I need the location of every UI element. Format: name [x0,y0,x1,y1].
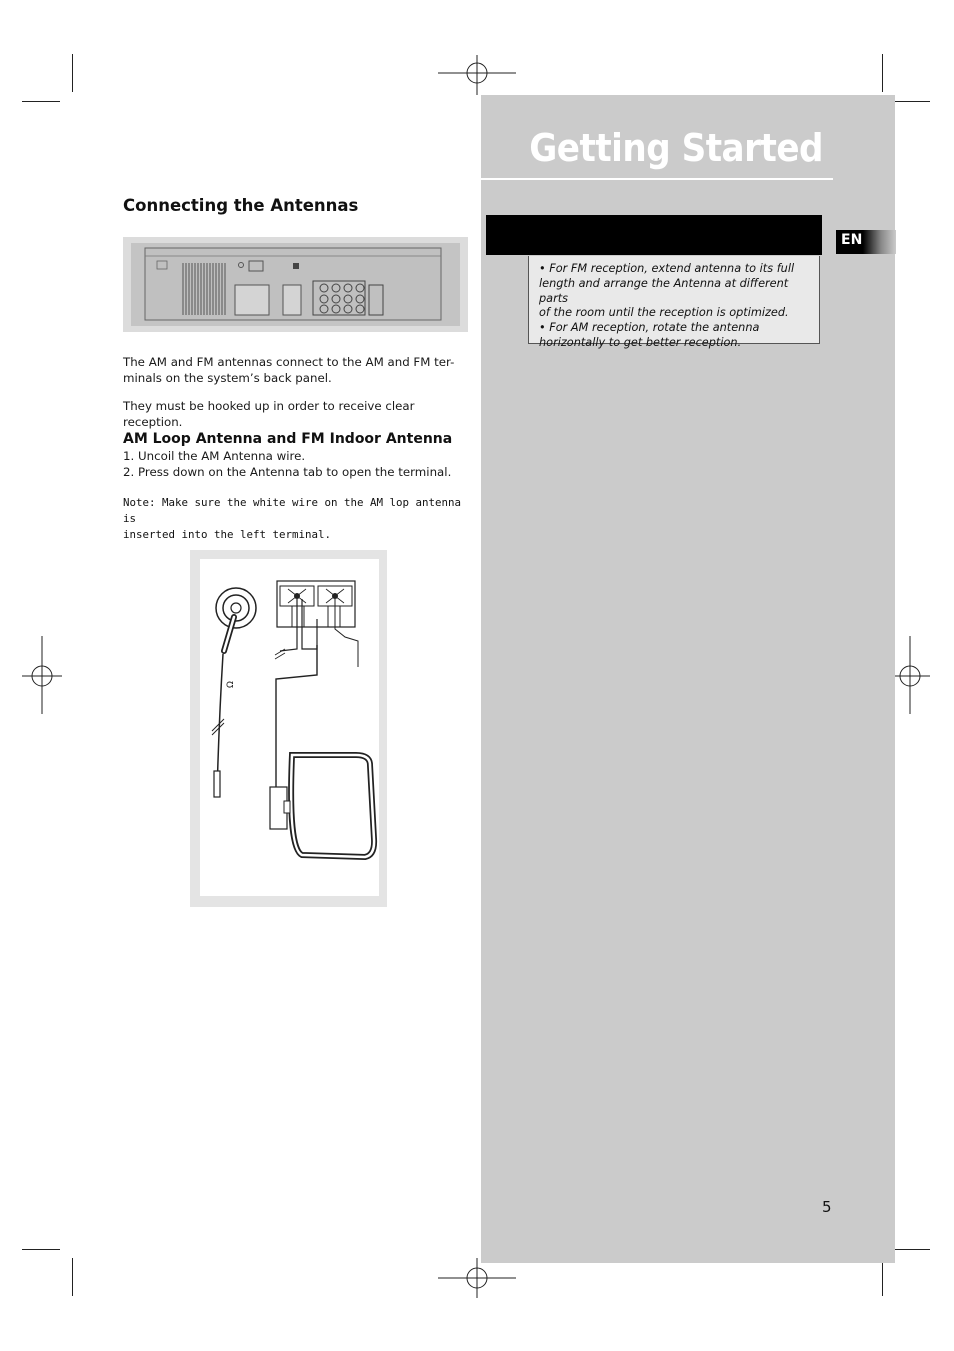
tip-line: length and arrange the Antenna at different parts [539,276,789,305]
intro-line: minals on the system’s back panel. [123,370,332,385]
antenna-diagram [200,559,379,896]
tip-line: of the room until the reception is optimized. [539,306,789,320]
section-heading: Connecting the Antennas [123,196,359,215]
tip-line: horizontally to get better reception. [539,335,742,349]
step-item: 1. Uncoil the AM Antenna wire. [123,449,306,463]
svg-text:Ω: Ω [226,681,236,688]
tip-line: • For FM reception, extend antenna to its full [539,262,795,275]
crop-mark [72,1258,73,1296]
registration-mark-icon [22,636,62,714]
crop-mark [22,101,60,102]
tip-line: • For AM reception, rotate the antenna [539,321,760,335]
page-title: Getting Started [529,126,823,170]
registration-mark-icon [438,55,516,95]
step-item: 2. Press down on the Antenna tab to open the terminal. [123,464,452,479]
intro-line: The AM and FM antennas connect to the AM and FM ter- [123,355,455,369]
page-number: 5 [822,1198,832,1216]
language-label: EN [841,232,863,248]
intro-paragraph [123,355,473,386]
note-line: inserted into the left terminal. [123,528,332,541]
crop-mark [892,1249,930,1250]
registration-mark-icon [890,636,930,714]
tip-header-bar [486,215,822,255]
title-rule [481,178,833,180]
tip-box [528,256,820,349]
crop-mark [882,54,883,92]
antenna-connection-diagram-icon [200,559,379,896]
back-panel-image [131,243,460,326]
crop-mark [892,101,930,102]
crop-mark [22,1249,60,1250]
registration-mark-icon [438,1258,516,1298]
back-panel-illustration-icon [131,243,460,326]
subsection-heading: AM Loop Antenna and FM Indoor Antenna [123,431,453,447]
note-line: Note: Make sure the white wire on the AM lop antenna is [123,496,462,525]
steps-list [123,449,473,480]
crop-mark [72,54,73,92]
note-paragraph [123,495,468,543]
hookup-paragraph: They must be hooked up in order to receive clear reception. [123,399,415,429]
crop-mark [882,1258,883,1296]
